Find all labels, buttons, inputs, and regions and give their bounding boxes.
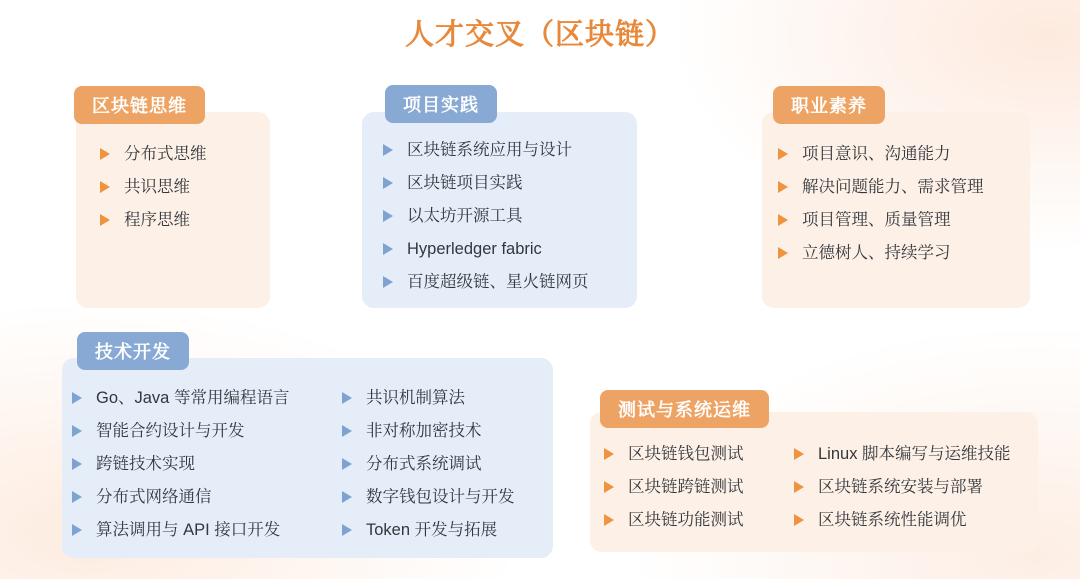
list-item-label: 区块链系统安装与部署 bbox=[818, 478, 983, 496]
list-item bbox=[776, 177, 984, 197]
list-item-label: 算法调用与 API 接口开发 bbox=[96, 521, 281, 539]
list-item bbox=[792, 444, 1032, 464]
arrow-icon bbox=[98, 144, 115, 164]
arrow-icon bbox=[381, 206, 398, 226]
heading-blockchain-thinking-label: 区块链思维 bbox=[92, 96, 187, 116]
list-item-label: 立德树人、持续学习 bbox=[802, 244, 951, 262]
list-item bbox=[340, 520, 540, 540]
list-item-label: 非对称加密技术 bbox=[366, 422, 482, 440]
list-item bbox=[792, 510, 1032, 530]
arrow-icon bbox=[70, 520, 87, 540]
list-item bbox=[340, 421, 540, 441]
arrow-icon bbox=[792, 510, 809, 530]
page-title: 人才交叉（区块链） bbox=[404, 19, 675, 51]
arrow-icon bbox=[381, 272, 398, 292]
list-item bbox=[98, 210, 207, 230]
list-item bbox=[70, 388, 340, 408]
list-item bbox=[381, 239, 589, 259]
list-item-label: 共识机制算法 bbox=[366, 389, 465, 407]
list-item-label: 区块链项目实践 bbox=[407, 174, 523, 192]
arrow-icon bbox=[776, 210, 793, 230]
list-item bbox=[602, 510, 792, 530]
arrow-icon bbox=[70, 487, 87, 507]
list-item bbox=[70, 520, 340, 540]
list-item-label: Linux 脚本编写与运维技能 bbox=[818, 445, 1011, 463]
list-item bbox=[98, 177, 207, 197]
arrow-icon bbox=[776, 177, 793, 197]
list-item-label: Hyperledger fabric bbox=[407, 240, 542, 258]
arrow-icon bbox=[340, 421, 357, 441]
arrow-icon bbox=[340, 520, 357, 540]
list-item bbox=[776, 144, 984, 164]
arrow-icon bbox=[70, 421, 87, 441]
heading-tech-development bbox=[77, 332, 189, 370]
list-tech-development bbox=[70, 388, 540, 540]
arrow-icon bbox=[70, 454, 87, 474]
list-tech-development-left bbox=[70, 388, 340, 540]
list-item-label: 解决问题能力、需求管理 bbox=[802, 178, 984, 196]
list-item-label: 跨链技术实现 bbox=[96, 455, 195, 473]
list-item bbox=[381, 140, 589, 160]
heading-professional-quality-label: 职业素养 bbox=[791, 96, 867, 116]
arrow-icon bbox=[602, 477, 619, 497]
list-item-label: 程序思维 bbox=[124, 211, 190, 229]
arrow-icon bbox=[776, 144, 793, 164]
arrow-icon bbox=[381, 173, 398, 193]
list-item-label: 区块链功能测试 bbox=[628, 511, 744, 529]
list-item bbox=[340, 487, 540, 507]
arrow-icon bbox=[602, 510, 619, 530]
list-item-label: 区块链系统性能调优 bbox=[818, 511, 967, 529]
list-item-label: 分布式思维 bbox=[124, 145, 207, 163]
arrow-icon bbox=[602, 444, 619, 464]
arrow-icon bbox=[381, 239, 398, 259]
list-item bbox=[70, 487, 340, 507]
list-item-label: 智能合约设计与开发 bbox=[96, 422, 245, 440]
arrow-icon bbox=[776, 243, 793, 263]
list-item bbox=[340, 454, 540, 474]
arrow-icon bbox=[381, 140, 398, 160]
arrow-icon bbox=[98, 177, 115, 197]
list-item-label: 分布式网络通信 bbox=[96, 488, 212, 506]
heading-professional-quality bbox=[773, 86, 885, 124]
list-item bbox=[381, 173, 589, 193]
list-item-label: 项目管理、质量管理 bbox=[802, 211, 951, 229]
list-item bbox=[792, 477, 1032, 497]
list-item-label: 以太坊开源工具 bbox=[407, 207, 523, 225]
list-item-label: Go、Java 等常用编程语言 bbox=[96, 389, 290, 407]
list-item-label: 共识思维 bbox=[124, 178, 190, 196]
arrow-icon bbox=[792, 444, 809, 464]
arrow-icon bbox=[340, 388, 357, 408]
heading-test-and-ops-label: 测试与系统运维 bbox=[618, 400, 751, 420]
arrow-icon bbox=[98, 210, 115, 230]
list-item-label: 区块链系统应用与设计 bbox=[407, 141, 572, 159]
list-item-label: 数字钱包设计与开发 bbox=[366, 488, 515, 506]
list-item-label: 百度超级链、星火链网页 bbox=[407, 273, 589, 291]
list-item-label: Token 开发与拓展 bbox=[366, 521, 498, 539]
list-project-practice bbox=[381, 140, 589, 292]
list-item bbox=[98, 144, 207, 164]
list-blockchain-thinking bbox=[98, 144, 207, 230]
list-item bbox=[340, 388, 540, 408]
list-item bbox=[381, 272, 589, 292]
arrow-icon bbox=[340, 487, 357, 507]
list-professional-quality bbox=[776, 144, 984, 263]
list-test-and-ops-left bbox=[602, 444, 792, 530]
list-item bbox=[776, 243, 984, 263]
list-item bbox=[602, 444, 792, 464]
heading-tech-development-label: 技术开发 bbox=[95, 342, 171, 362]
heading-blockchain-thinking bbox=[74, 86, 205, 124]
list-item bbox=[70, 421, 340, 441]
arrow-icon bbox=[70, 388, 87, 408]
list-item-label: 分布式系统调试 bbox=[366, 455, 482, 473]
heading-project-practice-label: 项目实践 bbox=[403, 95, 479, 115]
list-item bbox=[381, 206, 589, 226]
list-test-and-ops bbox=[602, 444, 1032, 530]
list-tech-development-right bbox=[340, 388, 540, 540]
list-item bbox=[776, 210, 984, 230]
arrow-icon bbox=[340, 454, 357, 474]
arrow-icon bbox=[792, 477, 809, 497]
list-item-label: 区块链跨链测试 bbox=[628, 478, 744, 496]
heading-project-practice bbox=[385, 85, 497, 123]
list-item-label: 项目意识、沟通能力 bbox=[802, 145, 951, 163]
list-item bbox=[70, 454, 340, 474]
list-test-and-ops-right bbox=[792, 444, 1032, 530]
list-item bbox=[602, 477, 792, 497]
list-item-label: 区块链钱包测试 bbox=[628, 445, 744, 463]
heading-test-and-ops bbox=[600, 390, 769, 428]
